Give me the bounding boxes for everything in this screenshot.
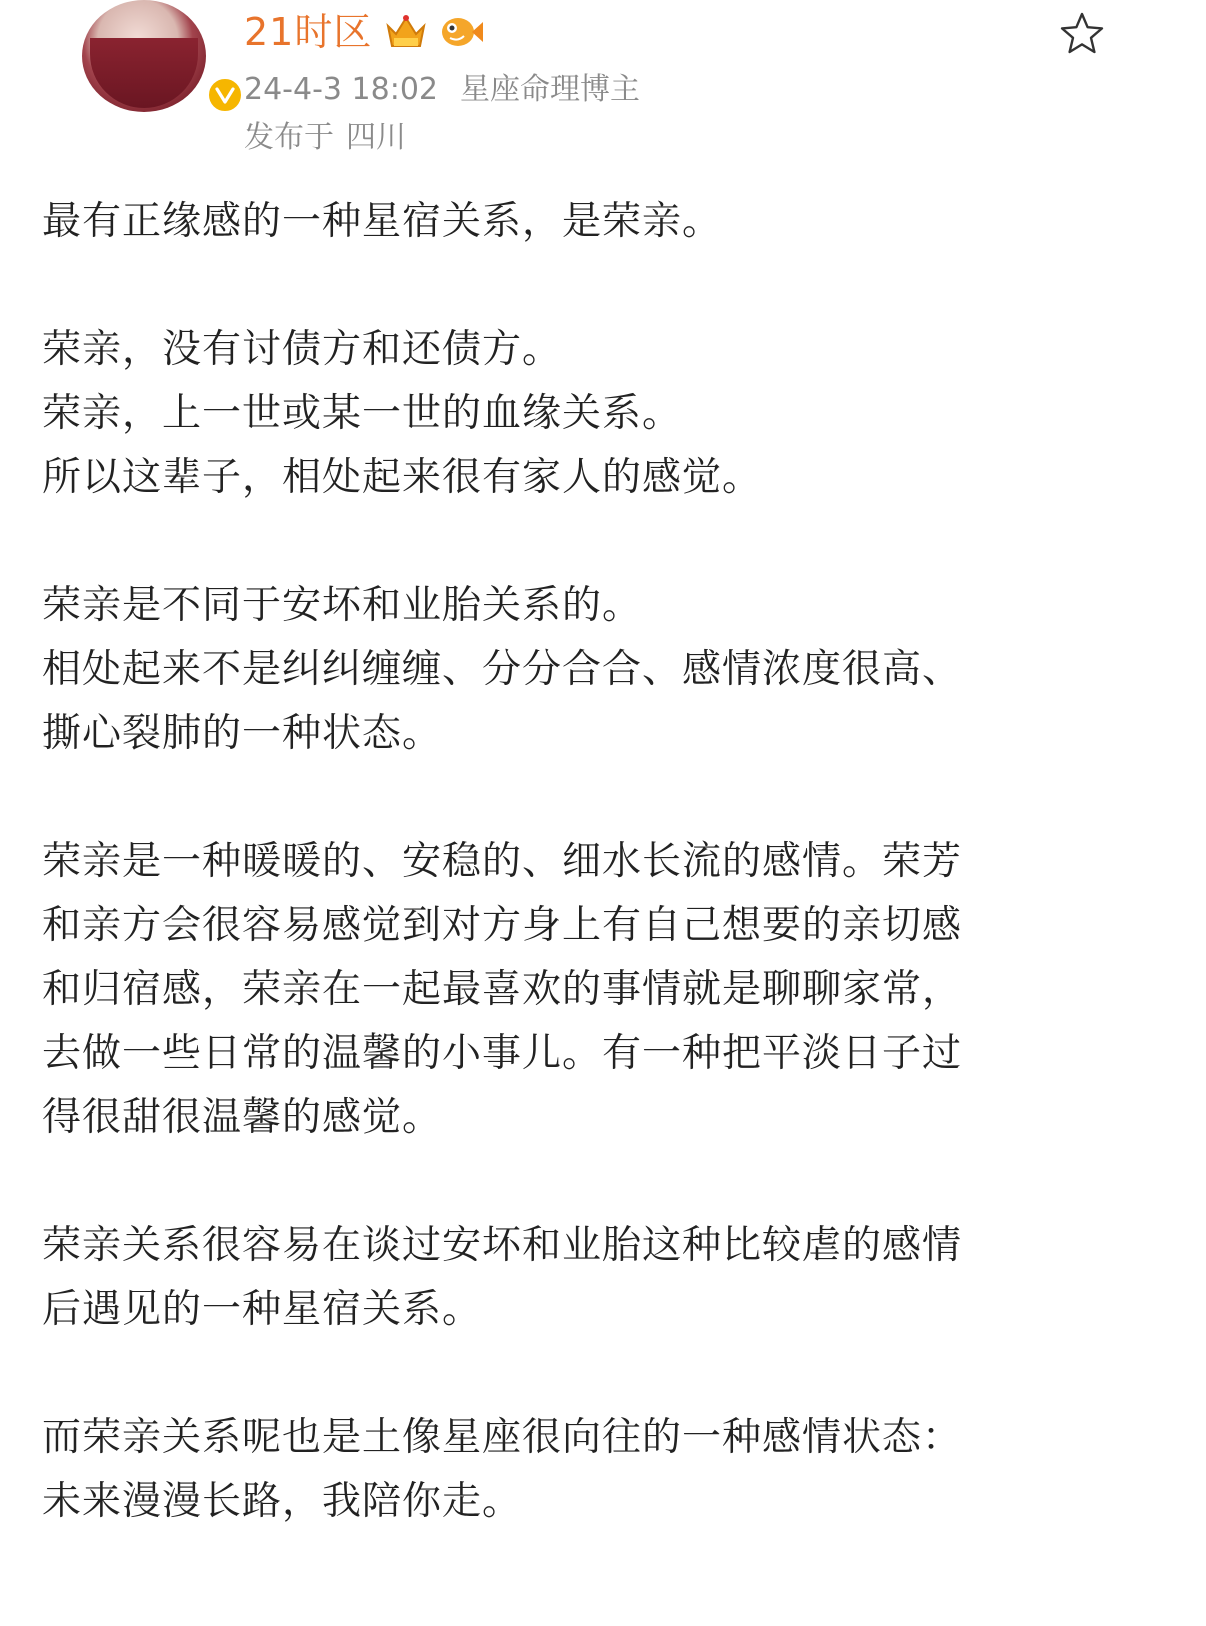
avatar[interactable] [82,0,206,112]
paragraph-4-line-1: 荣亲是一种暖暖的、安稳的、细水长流的感情。荣芳 [42,839,963,884]
paragraph-3-line-3: 撕心裂肺的一种状态。 [42,711,443,756]
fish-badge-icon [440,12,484,52]
post-header [42,0,1164,185]
username-row [244,8,484,56]
paragraph-4-line-3: 和归宿感，荣亲在一起最喜欢的事情就是聊聊家常， [42,967,963,1012]
paragraph-1: 最有正缘感的一种星宿关系，是荣亲。 [42,199,723,244]
user-title: 星座命理博主 [460,72,640,107]
paragraph-3-line-1: 荣亲是不同于安坏和业胎关系的。 [42,583,643,628]
paragraph-4-line-5: 得很甜很温馨的感觉。 [42,1095,443,1140]
star-outline-icon[interactable] [1058,10,1106,58]
verified-icon [206,76,244,114]
post-location [244,118,406,158]
paragraph-2-line-2: 荣亲，上一世或某一世的血缘关系。 [42,391,683,436]
crown-badge-icon [384,12,428,52]
paragraph-6-line-2: 未来漫漫长路，我陪你走。 [42,1479,523,1524]
post-content [42,190,1162,1534]
paragraph-3-line-2: 相处起来不是纠纠缠缠、分分合合、感情浓度很高、 [42,647,963,692]
post-time: 24-4-3 18:02 [244,72,438,107]
paragraph-4-line-4: 去做一些日常的温馨的小事儿。有一种把平淡日子过 [42,1031,963,1076]
paragraph-2-line-3: 所以这辈子，相处起来很有家人的感觉。 [42,455,763,500]
avatar-image [90,38,198,108]
post-meta [244,70,640,110]
paragraph-4-line-2: 和亲方会很容易感觉到对方身上有自己想要的亲切感 [42,903,963,948]
paragraph-5-line-1: 荣亲关系很容易在谈过安坏和业胎这种比较虐的感情 [42,1223,963,1268]
username[interactable]: 21时区 [244,10,373,54]
paragraph-6-line-1: 而荣亲关系呢也是土像星座很向往的一种感情状态： [42,1415,963,1460]
location-value: 四川 [346,120,406,155]
paragraph-2-line-1: 荣亲，没有讨债方和还债方。 [42,327,563,372]
location-prefix: 发布于 [244,120,334,155]
paragraph-5-line-2: 后遇见的一种星宿关系。 [42,1287,483,1332]
